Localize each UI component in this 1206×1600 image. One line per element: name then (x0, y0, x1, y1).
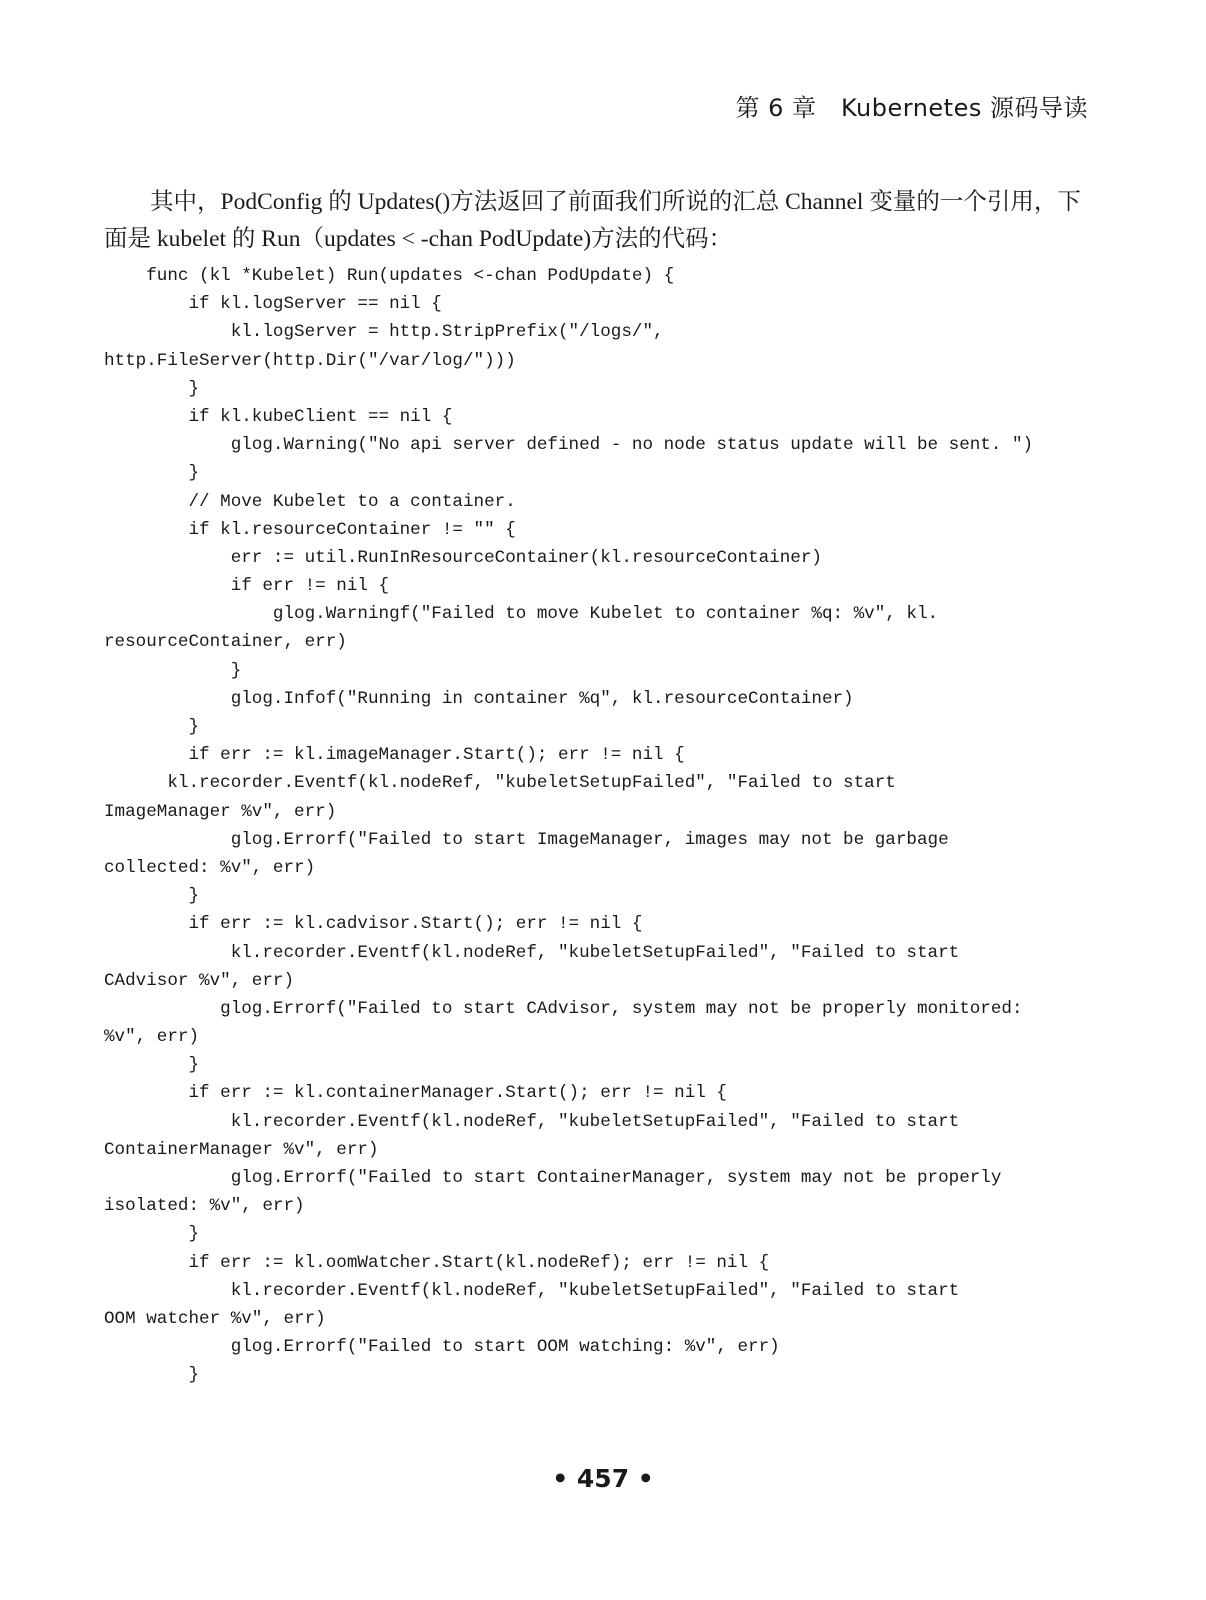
code-line: glog.Infof("Running in container %q", kl.resourceContainer) (104, 688, 854, 709)
code-line: glog.Warning("No api server defined - no node status update will be sent. ") (104, 435, 1034, 456)
code-line: ContainerManager %v", err) (104, 1139, 379, 1160)
code-line: if err := kl.imageManager.Start(); err != nil { (104, 745, 685, 766)
code-line: glog.Warningf("Failed to move Kubelet to container %q: %v", kl. (104, 604, 939, 625)
code-line: glog.Errorf("Failed to start CAdvisor, system may not be properly monitored: (104, 998, 1023, 1019)
code-line: kl.recorder.Eventf(kl.nodeRef, "kubeletSetupFailed", "Failed to start (104, 773, 896, 794)
code-line: } (104, 886, 200, 907)
code-line: if kl.logServer == nil { (104, 294, 442, 315)
code-line: if kl.resourceContainer != "" { (104, 519, 516, 540)
code-line: glog.Errorf("Failed to start OOM watching: %v", err) (104, 1337, 780, 1358)
code-line: } (104, 660, 242, 681)
code-line: // Move Kubelet to a container. (104, 491, 516, 512)
code-line: http.FileServer(http.Dir("/var/log/"))) (104, 350, 516, 371)
code-line: kl.recorder.Eventf(kl.nodeRef, "kubeletSetupFailed", "Failed to start (104, 1111, 960, 1132)
code-line: glog.Errorf("Failed to start ContainerManager, system may not be properly (104, 1168, 1002, 1188)
code-line: %v", err) (104, 1027, 200, 1048)
code-block (104, 262, 1033, 1390)
code-line: func (kl *Kubelet) Run(updates <-chan PodUpdate) { (104, 266, 675, 286)
code-line: } (104, 378, 200, 399)
code-line: ImageManager %v", err) (104, 801, 337, 822)
code-line: if err := kl.cadvisor.Start(); err != nil { (104, 914, 643, 935)
code-line: if err := kl.oomWatcher.Start(kl.nodeRef); err != nil { (104, 1252, 770, 1273)
code-line: } (104, 1365, 200, 1386)
intro-paragraph (104, 184, 1094, 258)
code-line: kl.recorder.Eventf(kl.nodeRef, "kubeletSetupFailed", "Failed to start (104, 942, 960, 963)
code-line: if err := kl.containerManager.Start(); err != nil { (104, 1083, 727, 1104)
code-line: } (104, 1055, 200, 1076)
code-line: OOM watcher %v", err) (104, 1308, 326, 1329)
code-line: resourceContainer, err) (104, 632, 347, 653)
chapter-header: 第 6 章 Kubernetes 源码导读 (735, 94, 1088, 122)
code-line: isolated: %v", err) (104, 1196, 305, 1217)
code-line: if kl.kubeClient == nil { (104, 406, 453, 427)
code-line: } (104, 463, 200, 484)
code-line: } (104, 717, 200, 737)
code-line: } (104, 1224, 200, 1245)
code-line: kl.recorder.Eventf(kl.nodeRef, "kubeletSetupFailed", "Failed to start (104, 1280, 960, 1301)
code-line: kl.logServer = http.StripPrefix("/logs/", (104, 322, 664, 343)
code-line: collected: %v", err) (104, 857, 316, 878)
page-number: • 457 • (552, 1464, 654, 1493)
code-line: err := util.RunInResourceContainer(kl.resourceContainer) (104, 547, 822, 568)
code-line: CAdvisor %v", err) (104, 970, 295, 991)
code-line: if err != nil { (104, 576, 390, 597)
intro-line-2: 面是 kubelet 的 Run（updates < -chan PodUpdate)方法的代码： (104, 226, 733, 252)
code-line: glog.Errorf("Failed to start ImageManager, images may not be garbage (104, 829, 949, 850)
intro-line-1: 其中，PodConfig 的 Updates()方法返回了前面我们所说的汇总 Channel 变量的一个引用，下 (150, 189, 1081, 215)
